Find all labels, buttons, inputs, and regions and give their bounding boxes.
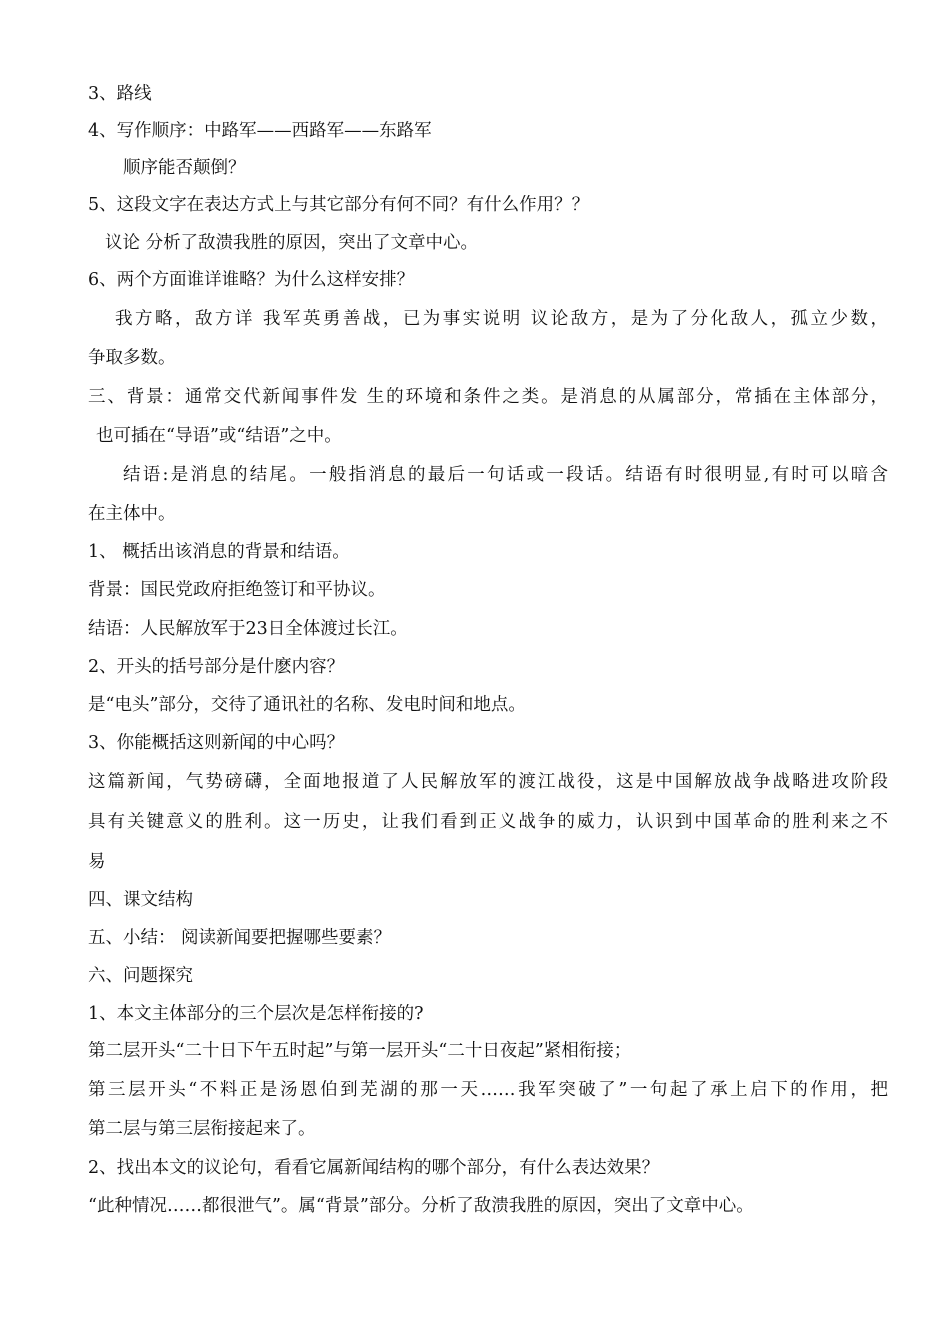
text-line: 4、写作顺序：中路军——西路军——东路军: [88, 121, 432, 141]
text-line: 具有关键意义的胜利。这一历史，让我们看到正义战争的威力，认识到中国革命的胜利来之不: [88, 812, 888, 832]
text-line: 第三层开头“不料正是汤恩伯到芜湖的那一天……我军突破了”一句起了承上启下的作用，把: [88, 1080, 888, 1100]
text-line: 四、课文结构: [88, 890, 193, 910]
text-line: 3、你能概括这则新闻的中心吗？: [88, 733, 345, 753]
text-line: 3、路线: [88, 84, 152, 104]
text-line: 我方略，敌方详 我军英勇善战，已为事实说明 议论敌方，是为了分化敌人，孤立少数，: [115, 309, 888, 329]
text-line: 结语:是消息的结尾。一般指消息的最后一句话或一段话。结语有时很明显,有时可以暗含: [123, 465, 888, 485]
text-line: 争取多数。: [88, 348, 176, 368]
text-line: 1、本文主体部分的三个层次是怎样衔接的?: [88, 1004, 424, 1024]
text-line: 易: [88, 852, 106, 872]
text-line: 背景：国民党政府拒绝签订和平协议。: [88, 580, 386, 600]
text-line: 5、这段文字在表达方式上与其它部分有何不同？有什么作用？？: [88, 195, 590, 215]
text-line: 2、找出本文的议论句，看看它属新闻结构的哪个部分，有什么表达效果？: [88, 1158, 660, 1178]
text-line: 也可插在“导语”或“结语”之中。: [96, 426, 342, 446]
text-line: 六、问题探究: [88, 966, 193, 986]
text-line: 结语：人民解放军于23日全体渡过长江。: [88, 619, 408, 639]
text-line: 三、背景：通常交代新闻事件发 生的环境和条件之类。是消息的从属部分，常插在主体部分，: [88, 387, 888, 407]
text-line: 五、小结： 阅读新闻要把握哪些要素？: [88, 928, 392, 948]
text-line: 顺序能否颠倒？: [123, 158, 246, 178]
text-line: 2、开头的括号部分是什麽内容？: [88, 657, 345, 677]
text-line: 第二层开头“二十日下午五时起”与第一层开头“二十日夜起”紧相衔接；: [88, 1041, 632, 1061]
text-line: 议论 分析了敌溃我胜的原因，突出了文章中心。: [105, 233, 479, 253]
text-line: “此种情况……都很泄气”。属“背景”部分。分析了敌溃我胜的原因，突出了文章中心。: [88, 1196, 754, 1216]
text-line: 第二层与第三层衔接起来了。: [88, 1119, 316, 1139]
text-line: 在主体中。: [88, 504, 176, 524]
text-line: 这篇新闻，气势磅礴，全面地报道了人民解放军的渡江战役，这是中国解放战争战略进攻阶段: [88, 772, 888, 792]
text-line: 1、 概括出该消息的背景和结语。: [88, 542, 350, 562]
text-line: 是“电头”部分，交待了通讯社的名称、发电时间和地点。: [88, 695, 526, 715]
text-line: 6、两个方面谁详谁略？为什么这样安排？: [88, 270, 415, 290]
